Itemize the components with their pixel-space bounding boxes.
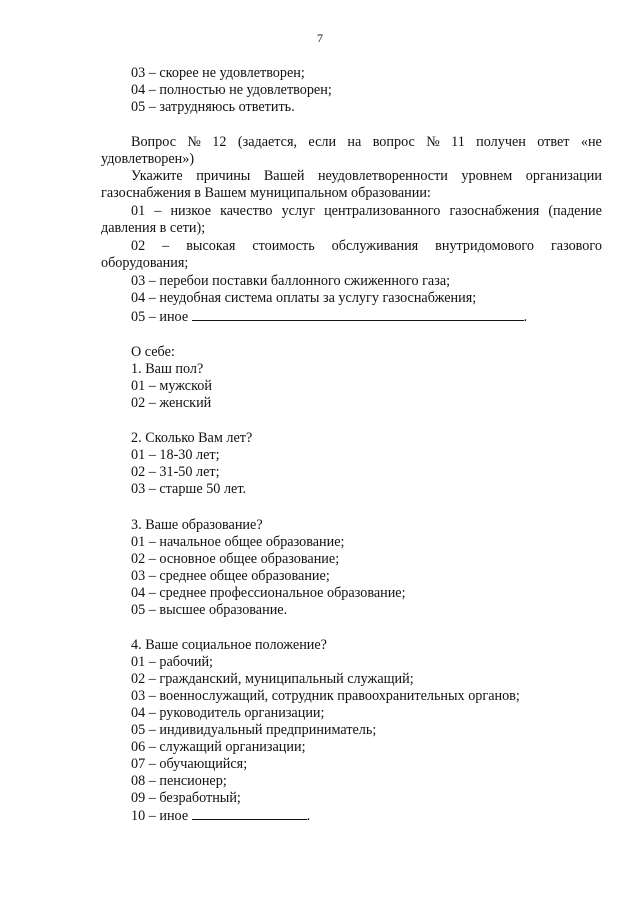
list-item: 01 – начальное общее образование; (131, 534, 345, 550)
option-word: централизованного (324, 203, 441, 219)
option-word: – (162, 238, 170, 254)
prompt-word: Вашей (263, 168, 305, 184)
q12-option-01-continued: давления в сети); (101, 220, 206, 236)
prompt-word: организации (525, 168, 602, 184)
option-word: 02 (131, 238, 146, 254)
list-item: 02 – женский (131, 395, 212, 411)
age-question: 2. Сколько Вам лет? (131, 430, 253, 446)
q12-word: получен (476, 134, 526, 150)
option-end: . (306, 808, 311, 824)
list-item: 02 – 31-50 лет; (131, 464, 220, 480)
list-item: 04 – руководитель организации; (131, 705, 325, 721)
list-item: 02 – основное общее образование; (131, 551, 340, 567)
option-word: стоимость (252, 238, 315, 254)
option-word: 01 (131, 203, 146, 219)
prompt-word: неудовлетворенности (317, 168, 448, 184)
prompt-word: Укажите (131, 168, 183, 184)
list-item: 01 – 18-30 лет; (131, 447, 220, 463)
question-12-prompt (131, 168, 602, 185)
option-label: 05 – иное (131, 309, 189, 325)
q12-word: (задается, (237, 134, 298, 150)
q12-word: Вопрос (131, 134, 176, 150)
q12-word: «не (580, 134, 602, 150)
gender-question: 1. Ваш пол? (131, 361, 204, 377)
list-item: 05 – высшее образование. (131, 602, 288, 618)
list-item: 02 – гражданский, муниципальный служащий; (131, 671, 414, 687)
about-heading: О себе: (131, 344, 175, 360)
education-question: 3. Ваше образование? (131, 517, 263, 533)
list-item: 06 – служащий организации; (131, 739, 306, 755)
option-word: низкое (170, 203, 211, 219)
list-item: 03 – скорее не удовлетворен; (131, 65, 305, 81)
option-word: внутридомового (435, 238, 534, 254)
list-item: 05 – индивидуальный предприниматель; (131, 722, 377, 738)
list-item: 05 – затрудняюсь ответить. (131, 99, 295, 115)
q12-option-05 (131, 308, 527, 326)
option-word: высокая (186, 238, 236, 254)
list-item: 04 – среднее профессиональное образование; (131, 585, 406, 601)
other-answer-blank[interactable] (192, 807, 307, 820)
option-word: – (154, 203, 162, 219)
list-item: 04 – полностью не удовлетворен; (131, 82, 332, 98)
q12-option-02 (131, 238, 602, 255)
q12-word: 11 (451, 134, 465, 150)
option-word: качество (220, 203, 273, 219)
prompt-word: уровнем (461, 168, 513, 184)
list-item: 03 – среднее общее образование; (131, 568, 330, 584)
q12-word: № (187, 134, 201, 150)
q12-word: 12 (212, 134, 227, 150)
q12-word: на (347, 134, 362, 150)
q12-option-01 (131, 203, 602, 220)
question-12-title-continued: удовлетворен») (101, 151, 195, 167)
question-12-title (131, 134, 602, 151)
option-word: (падение (548, 203, 602, 219)
option-word: газового (550, 238, 602, 254)
option-end: . (523, 309, 528, 325)
prompt-word: причины (196, 168, 251, 184)
list-item: 01 – мужской (131, 378, 212, 394)
q12-word: № (426, 134, 440, 150)
social-other-item (131, 807, 310, 825)
list-item: 03 – старше 50 лет. (131, 481, 246, 497)
q12-option-02-continued: оборудования; (101, 255, 189, 271)
option-word: услуг (281, 203, 315, 219)
other-answer-blank[interactable] (192, 308, 524, 321)
option-word: газоснабжения (449, 203, 540, 219)
q12-word: если (308, 134, 337, 150)
option-label: 10 – иное (131, 808, 189, 824)
list-item: 03 – военнослужащий, сотрудник правоохранительных органов; (131, 688, 520, 704)
list-item: 08 – пенсионер; (131, 773, 227, 789)
q12-word: вопрос (372, 134, 415, 150)
list-item: 09 – безработный; (131, 790, 241, 806)
q12-option-04: 04 – неудобная система оплаты за услугу газоснабжения; (131, 290, 477, 306)
social-question: 4. Ваше социальное положение? (131, 637, 327, 653)
page-number: 7 (317, 31, 323, 45)
q12-word: ответ (537, 134, 570, 150)
list-item: 07 – обучающийся; (131, 756, 248, 772)
list-item: 01 – рабочий; (131, 654, 213, 670)
q12-option-03: 03 – перебои поставки баллонного сжиженного газа; (131, 273, 451, 289)
option-word: обслуживания (331, 238, 419, 254)
question-12-prompt-continued: газоснабжения в Вашем муниципальном образовании: (101, 185, 431, 201)
